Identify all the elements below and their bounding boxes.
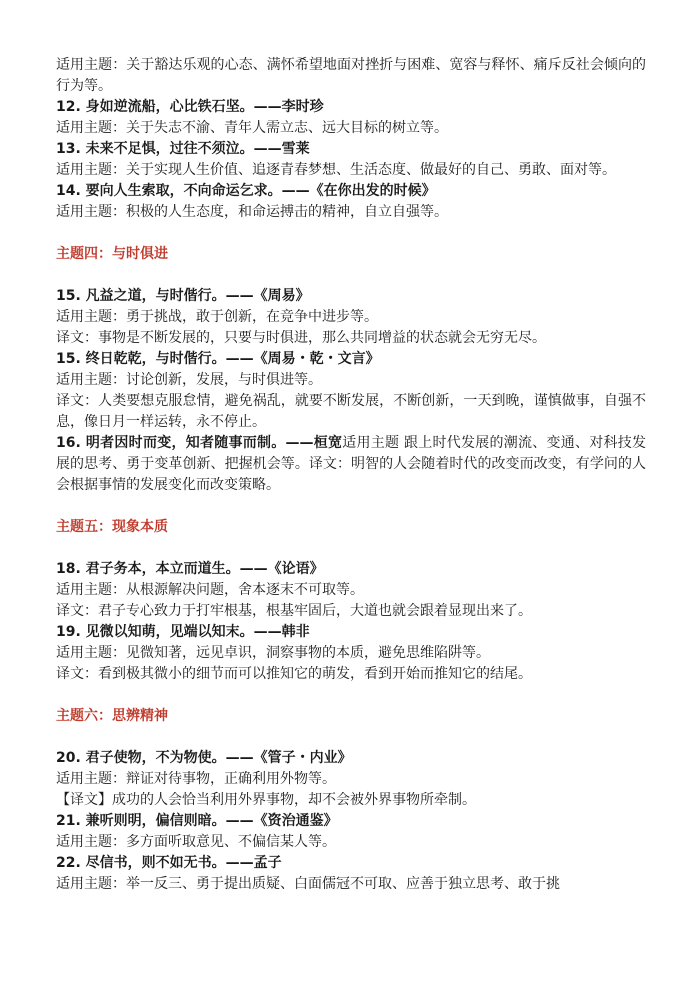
section-heading-6: 主题六：思辨精神 bbox=[56, 708, 168, 724]
paragraph-translation: 译文：人类要想克服怠情，避免祸乱，就要不断发展，不断创新，一天到晚，谨慎做事，自强不息，像日月一样运转，永不停止。 bbox=[56, 393, 646, 430]
paragraph-theme-note: 适用主题：关于豁达乐观的心态、满怀希望地面对挫折与困难、宽容与释怀、痛斥反社会倾向的行为等。 bbox=[56, 57, 646, 94]
quote-16-note: 适用主题 跟上时代发展的潮流、变通、对科技发展的思考、勇于变革创新、把握机会等。译文：明智的人会随着时代的改变而改变，有学问的人会根据事情的发展变化而改变策略。 bbox=[56, 435, 646, 493]
paragraph-theme-note: 适用主题：关于失志不渝、青年人需立志、远大目标的树立等。 bbox=[56, 120, 448, 136]
quote-19: 19. 见微以知萌，见端以知末。——韩非 bbox=[56, 624, 310, 640]
quote-12: 12. 身如逆流船，心比铁石坚。——李时珍 bbox=[56, 99, 324, 115]
quote-22: 22. 尽信书，则不如无书。——孟子 bbox=[56, 855, 282, 871]
paragraph-theme-note: 适用主题：举一反三、勇于提出质疑、白面儒冠不可取、应善于独立思考、敢于挑 bbox=[56, 876, 560, 892]
paragraph-theme-note: 适用主题：讨论创新，发展，与时俱进等。 bbox=[56, 372, 322, 388]
quote-15a: 15. 凡益之道，与时偕行。——《周易》 bbox=[56, 288, 310, 304]
quote-15b: 15. 终日乾乾，与时偕行。——《周易・乾・文言》 bbox=[56, 351, 380, 367]
paragraph-translation: 译文：事物是不断发展的，只要与时俱进，那么共同增益的状态就会无穷无尽。 bbox=[56, 330, 546, 346]
quote-20: 20. 君子使物，不为物使。——《管子・内业》 bbox=[56, 750, 352, 766]
quote-18: 18. 君子务本，本立而道生。——《论语》 bbox=[56, 561, 324, 577]
quote-21: 21. 兼听则明，偏信则暗。——《资治通鉴》 bbox=[56, 813, 338, 829]
paragraph-theme-note: 适用主题：辩证对待事物，正确利用外物等。 bbox=[56, 771, 336, 787]
paragraph-translation: 译文：看到极其微小的细节而可以推知它的萌发，看到开始而推知它的结尾。 bbox=[56, 666, 532, 682]
paragraph-theme-note: 适用主题：见微知著，远见卓识，洞察事物的本质，避免思维陷阱等。 bbox=[56, 645, 490, 661]
paragraph-quote-16 bbox=[56, 433, 646, 496]
section-heading-5: 主题五：现象本质 bbox=[56, 519, 168, 535]
paragraph-theme-note: 适用主题：积极的人生态度，和命运搏击的精神，自立自强等。 bbox=[56, 204, 448, 220]
quote-14: 14. 要向人生索取，不向命运乞求。——《在你出发的时候》 bbox=[56, 183, 436, 199]
paragraph-translation: 译文：君子专心致力于打牢根基，根基牢固后，大道也就会跟着显现出来了。 bbox=[56, 603, 532, 619]
paragraph-theme-note: 适用主题：关于实现人生价值、追逐青春梦想、生活态度、做最好的自己、勇敢、面对等。 bbox=[56, 162, 616, 178]
paragraph-theme-note: 适用主题：从根源解决问题，舍本逐末不可取等。 bbox=[56, 582, 364, 598]
document-page bbox=[56, 55, 646, 895]
paragraph-theme-note: 适用主题：勇于挑战，敢于创新，在竞争中进步等。 bbox=[56, 309, 378, 325]
section-heading-4: 主题四：与时俱进 bbox=[56, 246, 168, 262]
paragraph-theme-note: 适用主题：多方面听取意见、不偏信某人等。 bbox=[56, 834, 336, 850]
quote-16: 16. 明者因时而变，知者随事而制。——桓宽 bbox=[56, 435, 343, 451]
quote-13: 13. 未来不足惧，过往不须泣。——雪莱 bbox=[56, 141, 310, 157]
paragraph-translation: 【译文】成功的人会恰当利用外界事物，却不会被外界事物所牵制。 bbox=[56, 792, 476, 808]
